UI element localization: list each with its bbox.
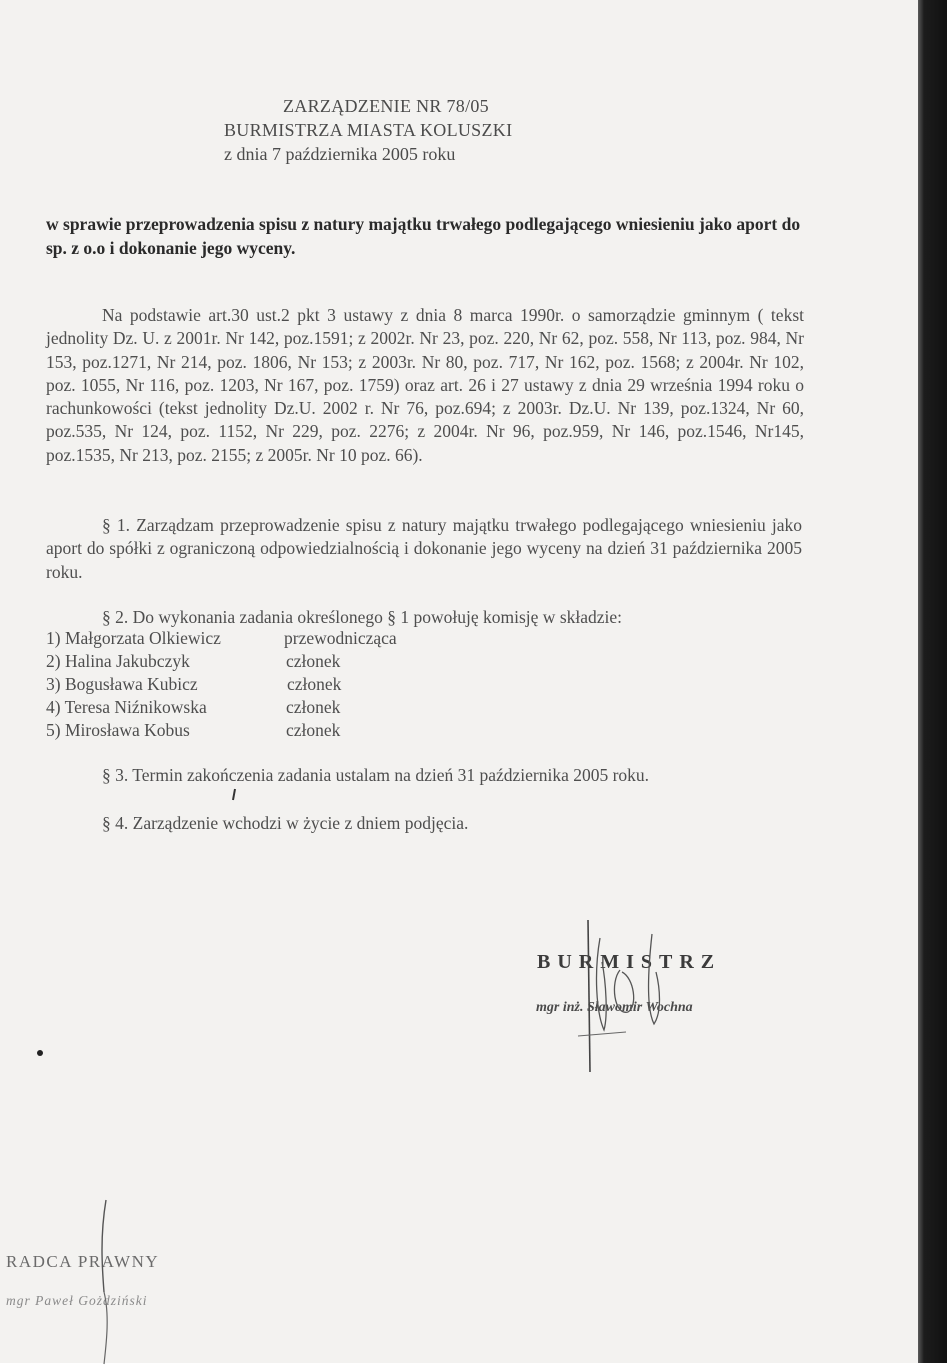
issue-date: z dnia 7 października 2005 roku [224,144,456,164]
member-role: członek [286,697,341,717]
section-1-paragraph [46,514,802,584]
member-role: członek [286,651,341,671]
ordinance-number: ZARZĄDZENIE NR 78/05 [283,96,489,116]
legal-counsel-name: mgr Paweł Gożdziński [6,1293,148,1308]
scan-edge-shadow [918,0,947,1363]
ink-tick-mark [228,788,240,802]
legal-basis-text: Na podstawie art.30 ust.2 pkt 3 ustawy z dnia 8 marca 1990r. o samorządzie gminnym ( tekst jednolity Dz. U. z 2001r. Nr 142, poz.1591; z 2002r. Nr 23, poz. 220, Nr 62, poz. 558, Nr 113, poz. 984, Nr 153, poz.1271, Nr 214, poz. 1806, Nr 153; z 2003r. Nr 80, poz. 717, Nr 162, poz. 1568; z 2004r. Nr 102, poz. 1055, Nr 116, poz. 1203, Nr 167, poz. 1759) oraz art. 26 i 27 ustawy z dnia 29 września 1994 roku o rachunkowości (tekst jednolity Dz.U. 2002 r. Nr 76, poz.694; z 2003r. Dz.U. Nr 139, poz.1324, Nr 60, poz.535, Nr 124, poz. 1152, Nr 229, poz. 2276; z 2004r. Nr 96, poz.959, Nr 146, poz.1546, Nr145, poz.1535, Nr 213, poz. 2155; z 2005r. Nr 10 poz. 66). [46,305,804,465]
section-1-text: § 1. Zarządzam przeprowadzenie spisu z natury majątku trwałego podlegającego wniesieniu jako aport do spółki z ograniczoną odpowiedzialnością i dokonanie jego wyceny na dzień 31 października 2005 roku. [46,515,802,582]
section-2-text: § 2. Do wykonania zadania określonego § 1 powołuję komisję w składzie: [102,607,623,627]
member-name: 1) Małgorzata Olkiewicz [46,628,221,648]
member-name: 5) Mirosława Kobus [46,720,190,740]
member-name: 3) Bogusława Kubicz [46,674,198,694]
ink-dot-mark [35,1048,45,1058]
member-role: członek [286,720,341,740]
section-4-text: § 4. Zarządzenie wchodzi w życie z dniem podjęcia. [102,813,469,833]
legal-basis-paragraph [46,304,804,467]
section-3-text: § 3. Termin zakończenia zadania ustalam na dzień 31 października 2005 roku. [102,765,650,785]
member-role: członek [287,674,342,694]
issuer-title: BURMISTRZA MIASTA KOLUSZKI [224,120,513,140]
member-name: 2) Halina Jakubczyk [46,651,190,671]
member-name: 4) Teresa Niźnikowska [46,697,207,717]
member-role: przewodnicząca [284,628,397,648]
mayor-name: mgr inż. Sławomir Wochna [536,1000,693,1015]
mayor-title: BURMISTRZ [537,951,722,973]
legal-counsel-title: RADCA PRAWNY [6,1252,160,1271]
mayor-handwritten-signature [570,912,720,1082]
ordinance-subject: w sprawie przeprowadzenia spisu z natury majątku trwałego podlegającego wniesieniu jako aport do sp. z o.o i dokonanie jego wyceny. [46,214,801,258]
legal-counsel-handwritten-signature [86,1196,126,1366]
